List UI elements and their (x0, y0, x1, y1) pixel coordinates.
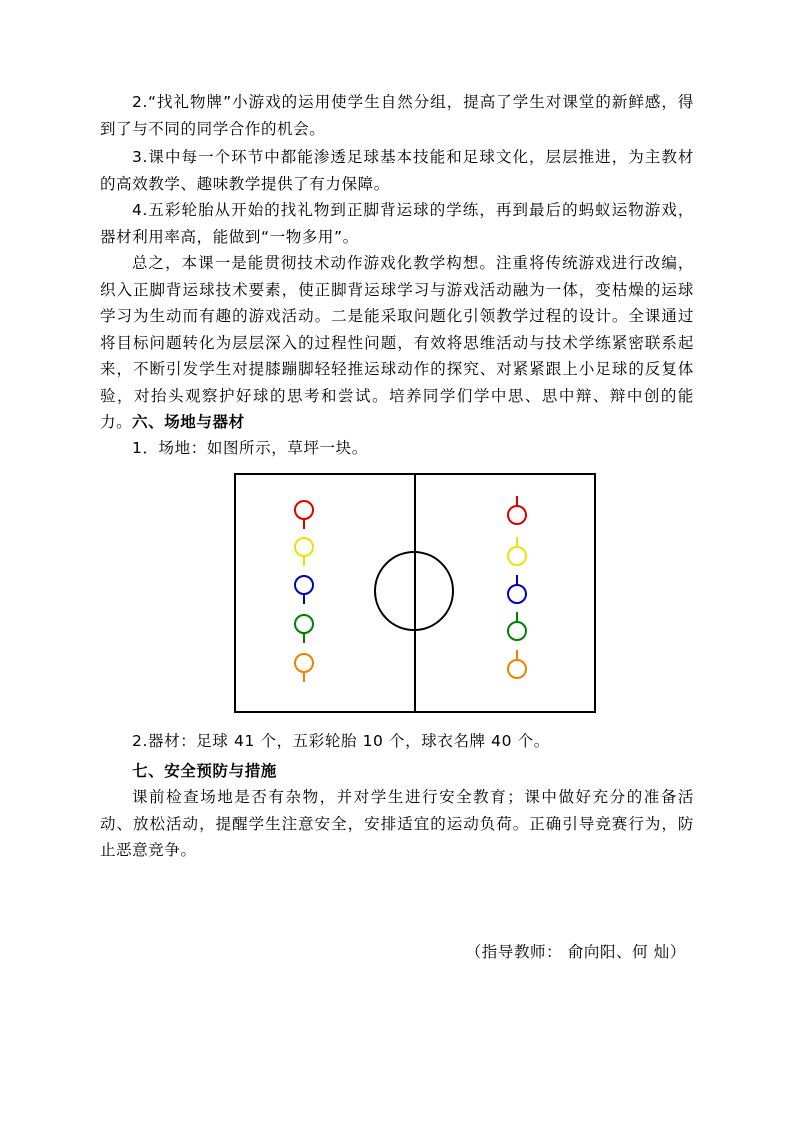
equipment-line: 2.器材：足球 41 个，五彩轮胎 10 个，球衣名牌 40 个。 (132, 732, 550, 750)
venue-line: 1．场地：如图所示，草坪一块。 (132, 439, 368, 457)
safety-paragraph: 课前检查场地是否有杂物，并对学生进行安全教育；课中做好充分的准备活动、放松活动，提醒学生注意安全，安排适宜的运动负荷。正确引导竞赛行为，防止恶意竞争。 (100, 788, 694, 859)
tire-left-orange (295, 654, 313, 682)
tire-left-red (295, 501, 313, 529)
paragraph-3: 3.课中每一个环节中都能渗透足球基本技能和足球文化，层层推进，为主教材的高效教学、趣味教学提供了有力保障。 (100, 148, 694, 193)
section-7-heading: 七、安全预防与措施 (132, 762, 277, 780)
paragraph-2: 2.“找礼物牌”小游戏的运用使学生自然分组，提高了学生对课堂的新鲜感，得到了与不同的同学合作的机会。 (100, 93, 694, 138)
tire-right-yellow (508, 537, 526, 565)
tire-left-blue (295, 576, 313, 604)
tires-left (295, 501, 313, 682)
section-6-heading: 六、场地与器材 (132, 413, 245, 431)
tires-right (508, 496, 526, 678)
tire-right-red (508, 496, 526, 524)
tire-right-blue (508, 575, 526, 603)
summary-paragraph: 总之，本课一是能贯彻技术动作游戏化教学构想。注重将传统游戏进行改编，织入正脚背运球技术要素，使正脚背运球学习与游戏活动融为一体，变枯燥的运球学习为生动而有趣的游戏活动。二是能采取问题化引领教学过程的设计。全课通过将目标问题转化为层层深入的过程性问题，有效将思维活动与技术学练紧密联系起来，不断引发学生对提膝蹦脚轻轻推运球动作的探究、对紧紧跟上小足球的反复体验，对抬头观察护好球的思考和尝试。培养同学们学中思、思中辩、辩中创的能力。 (100, 254, 694, 431)
tire-right-green (508, 612, 526, 640)
advisor-signature: （指导教师： 俞向阳、何 灿） (465, 943, 686, 961)
tire-left-yellow (295, 538, 313, 566)
paragraph-4: 4.五彩轮胎从开始的找礼物到正脚背运球的学练，再到最后的蚂蚁运物游戏，器材利用率高，能做到“一物多用”。 (100, 201, 694, 246)
tire-right-orange (508, 650, 526, 678)
tire-left-green (295, 615, 313, 643)
field-diagram (234, 473, 596, 713)
